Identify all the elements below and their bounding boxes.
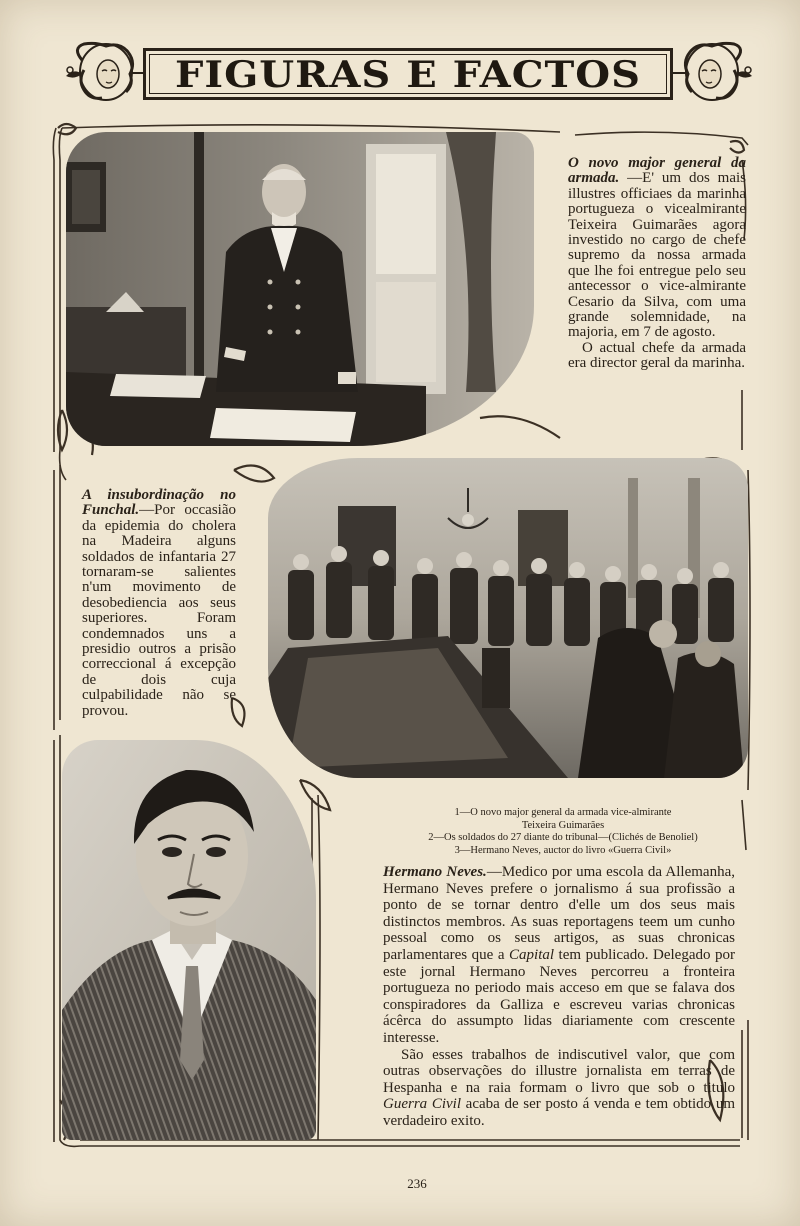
article-neves-book-title: Guerra Civil — [383, 1096, 461, 1113]
article-neves-p1-b: tem publicado. Delegado por este jornal Hermano Neves percorreu a fronteira portugueza no periodo mais acceso em que se falava dos conspiradores da Galliza e escreveu varias chronicas ácêrca do assumpto lidas diariamente com crescente interesse. — [383, 946, 735, 1046]
article-funchal-body: —Por occasião da epidemia do cholera na Madeira alguns soldados de infantaria 27 tornaram-se salientes n'um movimento de desobediencia aos seus superiores. Foram condemnados uns a presidio outros a prisão correccional á excepção de dois cuja culpabilidade não se provou. — [82, 502, 236, 719]
article-neves-lead: Hermano Neves. — [383, 864, 487, 880]
caption-1a: 1—O novo major general da armada vice-almirante — [454, 807, 672, 818]
article-neves-p2-b: acaba de ser posto á venda e tem obtido um verdadeiro exito. — [383, 1096, 735, 1129]
article-neves-capital: Capital — [509, 946, 555, 963]
article-admiral-body2: O actual chefe da armada era director geral da marinha. — [568, 339, 746, 372]
caption-1b: Teixeira Guimarães — [521, 819, 605, 831]
article-funchal-lead: A insubordinação no Funchal. — [82, 487, 236, 519]
article-admiral-body: —E' um dos mais illustres officiaes da marinha portugueza o vicealmirante Teixeira Guimarães agora investido no cargo de chefe supremo da nossa armada que lhe foi entregue pelo seu antecessor o vice-almirante Cesario da Silva, com uma grande solemnidade, na majoria, em 7 de agosto. — [568, 170, 747, 341]
article-neves-p1-a: —Medico por uma escola da Allemanha, Hermano Neves prefere o jornalismo á sua profissão a ponto de se tornar dentro d'elle um dos seus mais distinctos membros. As suas reportagens teem um cunho pessoal como os seus artigos, as suas chronicas parlamentares que a — [383, 864, 735, 963]
page-number: 236 — [407, 1176, 427, 1191]
photo-captions — [398, 807, 728, 857]
photo-admiral — [66, 132, 534, 446]
masthead-title: FIGURAS E FACTOS — [174, 52, 642, 96]
article-admiral-lead: O novo major general da armada. — [568, 155, 746, 187]
photo-soldiers-tribunal — [268, 458, 748, 778]
photo-hermano-neves-portrait — [62, 740, 316, 1140]
caption-2: 2—Os soldados do 27 diante do tribunal—(Clichés de Benoliel) — [428, 832, 698, 843]
article-neves-p2-a: São esses trabalhos de indiscutivel valor, que com outras observações do illustre jornalista em terras de Hespanha e na raia formam o livro que sob o titulo — [383, 1046, 735, 1096]
article-hermano-neves — [383, 864, 735, 1130]
article-admiral — [568, 156, 746, 372]
caption-3: 3—Hermano Neves, auctor do livro «Guerra Civil» — [454, 844, 672, 856]
article-funchal — [82, 488, 236, 719]
